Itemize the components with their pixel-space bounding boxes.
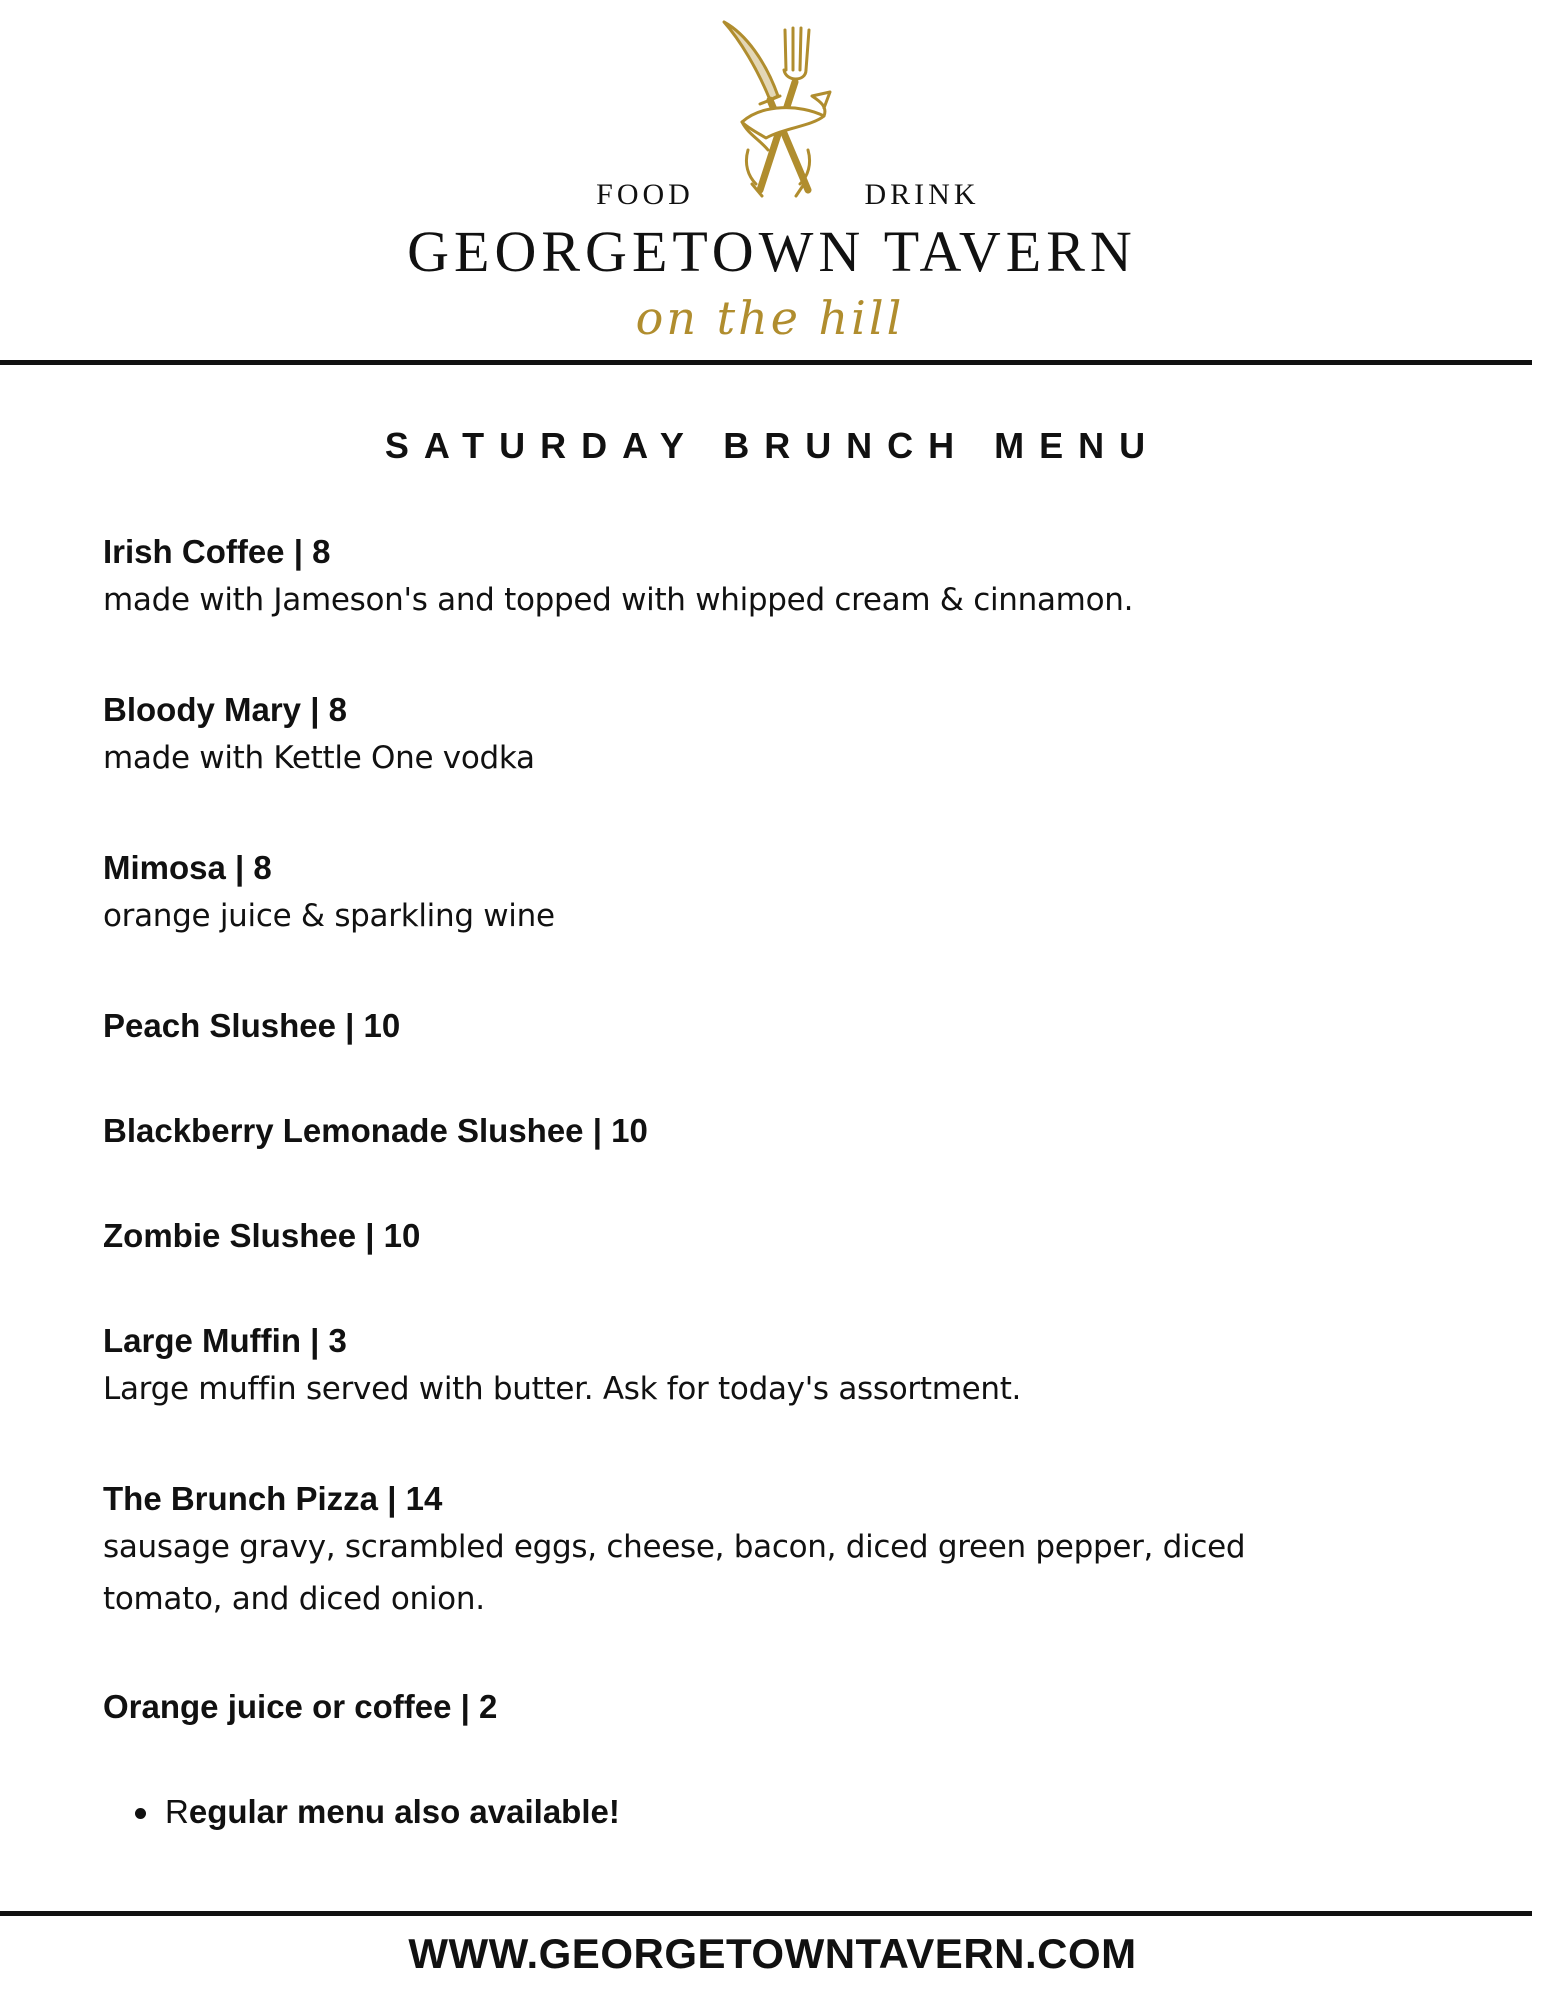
item-description: made with Jameson's and topped with whipped cream & cinnamon. [103,582,1134,618]
website-url: WWW.GEORGETOWNTAVERN.COM [408,1930,1137,1977]
brand-header [0,0,1545,362]
menu-item-bloody-mary [103,688,1403,784]
menu-item-mimosa [103,846,1403,942]
item-description: orange juice & sparkling wine [103,898,555,934]
tagline-food: FOOD [596,178,694,211]
menu-item-peach-slushee [103,1004,1403,1048]
item-name: Irish Coffee | 8 [103,533,331,570]
menu-item-zombie-slushee [103,1214,1403,1258]
item-name: The Brunch Pizza | 14 [103,1480,443,1517]
item-name: Orange juice or coffee | 2 [103,1688,498,1725]
menu-item-large-muffin [103,1319,1403,1415]
item-name: Mimosa | 8 [103,849,272,886]
item-name: Zombie Slushee | 10 [103,1217,421,1254]
menu-item-brunch-pizza [103,1477,1403,1625]
footer-divider [0,1911,1532,1916]
bullet-icon [135,1808,146,1819]
item-description-line-2: tomato, and diced onion. [103,1581,485,1617]
item-name: Bloody Mary | 8 [103,691,347,728]
item-name: Peach Slushee | 10 [103,1007,401,1044]
brand-name: GEORGETOWN TAVERN [407,219,1137,284]
menu-item-blackberry-lemonade-slushee [103,1109,1403,1153]
regular-menu-note [133,1790,620,1834]
crossed-knife-fork-ribbon-icon [724,22,830,196]
item-name: Blackberry Lemonade Slushee | 10 [103,1112,648,1149]
menu-item-orange-juice-or-coffee [103,1685,1403,1729]
menu-item-irish-coffee [103,530,1403,626]
item-name: Large Muffin | 3 [103,1322,347,1359]
note-bullet-item [133,1790,620,1834]
note-first-letter: R [165,1793,189,1830]
note-text: egular menu also available! [188,1793,620,1830]
logo-graphic [0,0,1545,362]
menu-title: SATURDAY BRUNCH MENU [384,425,1161,466]
brand-script: on the hill [635,291,905,345]
header-divider [0,360,1532,365]
item-description: Large muffin served with butter. Ask for today's assortment. [103,1371,1022,1407]
item-description: made with Kettle One vodka [103,740,535,776]
tagline-drink: DRINK [864,178,980,211]
item-description-line-1: sausage gravy, scrambled eggs, cheese, bacon, diced green pepper, diced [103,1529,1246,1565]
